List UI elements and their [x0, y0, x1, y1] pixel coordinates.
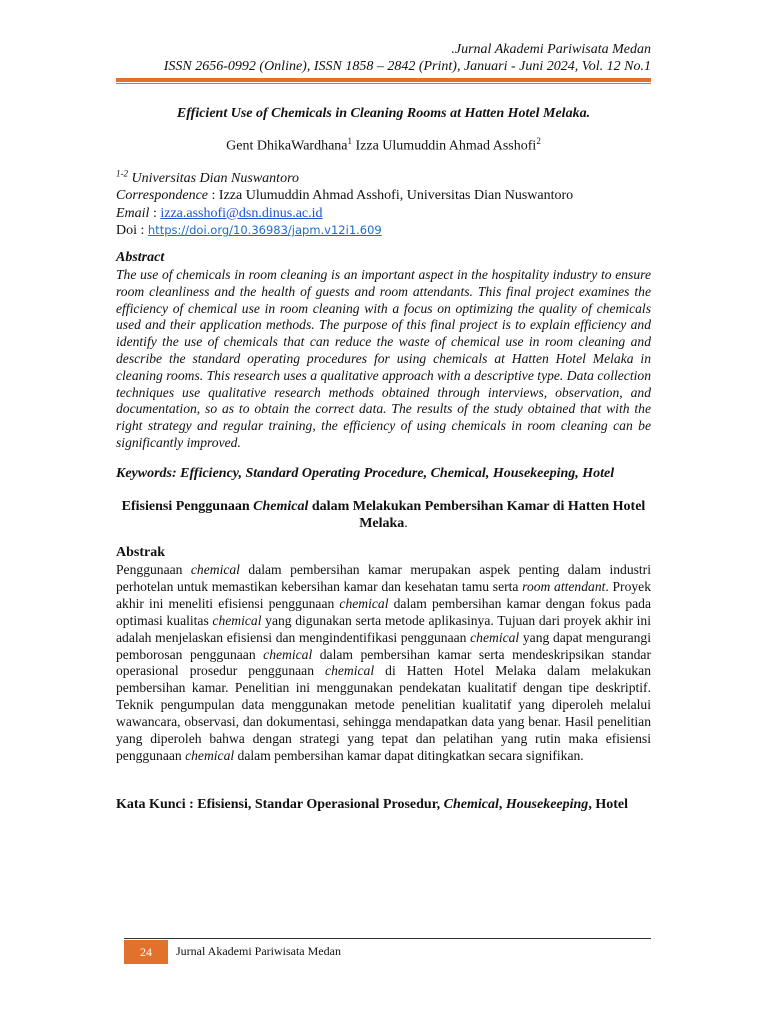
author-line: [116, 136, 651, 155]
article-meta: [116, 165, 651, 240]
header-rule-thin: [116, 83, 651, 84]
abstrak-italic: chemical: [212, 612, 262, 628]
abstrak-run: . Proyek akhir ini meneliti efisiensi penggunaan: [116, 578, 652, 611]
abstrak-heading: Abstrak: [116, 545, 166, 560]
abstrak-run: dalam pembersihan kamar merupakan aspek penting dalam industri perhotelan untuk memastikan kebersihan kamar dan kesehatan tamu serta: [116, 562, 651, 594]
abstrak-run: dalam pembersihan kamar dengan fokus pada optimasi kualitas: [116, 595, 651, 628]
abstrak-italic: room attendant: [522, 578, 606, 594]
doi-label: Doi: [116, 223, 137, 239]
abstract-heading: Abstract: [116, 250, 165, 265]
footer-rule: [124, 938, 651, 939]
abstrak-text: [116, 562, 651, 765]
affiliation-line: [116, 165, 651, 187]
footer-journal-name: Jurnal Akademi Pariwisata Medan: [176, 944, 341, 958]
doi-line: Doi : https://doi.org/10.36983/japm.v12i1.609: [116, 223, 382, 239]
abstrak-italic: chemical: [470, 629, 520, 645]
affiliation-sup: 1-2: [116, 168, 128, 178]
doi-link[interactable]: https://doi.org/10.36983/japm.v12i1.609: [147, 223, 382, 238]
abstrak-run: di Hatten Hotel Melaka dalam melakukan pembersihan kamar. Penelitian ini menggunakan pendekatan kualitatif dengan tipe deskriptif. Teknik pengumpulan data menggunakan metode penelitian kualitatif yang diperoleh melalui wawancara, observasi, dan dokumentasi, sehingga mendapatkan data yang benar. Hasil penelitian yang diperoleh bahwa dengan strategi yang tepat dan pelatihan yang rutin maka efisiensi penggunaan: [116, 663, 651, 763]
abstract-text: The use of chemicals in room cleaning is an important aspect in the hospitality industry to ensure room cleanliness and the health of guests and room attendants. This final project examines the efficiency of chemical use in room cleaning with a focus on optimizing the quality of chemicals used and their application methods. The purpose of this final project is to explain efficiency and identify the use of chemicals that can reduce the waste of chemical use in room cleaning and describe the standard operating procedures for using chemicals at Hatten Hotel Melaka in cleaning rooms. This research uses a qualitative approach with a descriptive type. Data collection techniques use qualitative research methods obtained through interviews, observation, and documentation, so as to obtain the correct data. The results of the study obtained that with the right strategy and regular training, the efficiency of using chemicals in room cleaning can be significantly improved.: [116, 267, 651, 450]
title-id-period: .: [404, 516, 408, 531]
abstrak-italic: chemical: [325, 663, 375, 679]
abstrak-run: yang digunakan serta metode aplikasinya. Tujuan dari proyek akhir ini adalah menjelaskan efisiensi dan mengindentifikasi penggunaan: [116, 612, 651, 645]
abstrak-italic: chemical: [339, 595, 389, 611]
header-rule: [116, 78, 651, 82]
affiliation: Universitas Dian Nuswantoro: [131, 170, 299, 186]
abstrak-run: dalam pembersihan kamar serta mendeskripsikan standar operasional prosedur penggunaan: [116, 646, 651, 679]
correspondence-value: Izza Ulumuddin Ahmad Asshofi, Universitas Dian Nuswantoro: [218, 188, 574, 204]
abstrak-italic: chemical: [263, 646, 313, 662]
correspondence-label: Correspondence: [116, 188, 209, 204]
header-journal-name: .Jurnal Akademi Pariwisata Medan: [451, 42, 651, 57]
email-label: Email: [116, 205, 150, 221]
author-1-sup: 1: [347, 136, 352, 146]
kata-run: , Hotel: [588, 797, 628, 812]
kata-run: Kata Kunci : Efisiensi, Standar Operasional Prosedur,: [116, 797, 444, 812]
title-id-part: Efisiensi Penggunaan: [121, 499, 254, 514]
article-title-indonesian: [116, 498, 651, 532]
abstrak-italic: chemical: [185, 747, 235, 763]
kata-italic: Housekeeping: [505, 797, 589, 812]
article-title-english: Efficient Use of Chemicals in Cleaning Rooms at Hatten Hotel Melaka.: [176, 106, 591, 121]
email-line: Email : izza.asshofi@dsn.dinus.ac.id: [116, 205, 323, 221]
footer-page-number: 24: [124, 940, 168, 964]
author-2-sup: 2: [536, 136, 541, 146]
abstrak-run: dalam pembersihan kamar dapat ditingkatkan secara signifikan.: [234, 747, 584, 763]
correspondence-line: Correspondence : Izza Ulumuddin Ahmad Asshofi, Universitas Dian Nuswantoro: [116, 188, 574, 204]
abstrak-run: yang dapat mengurangi pemborosan penggunaan: [116, 629, 651, 662]
author-1: Gent DhikaWardhana: [226, 138, 348, 154]
email-link[interactable]: izza.asshofi@dsn.dinus.ac.id: [160, 205, 323, 221]
kata-run: ,: [498, 797, 506, 812]
kata-kunci-line: [116, 797, 651, 813]
abstrak-run: Penggunaan: [116, 562, 191, 577]
keywords-line: Keywords: Efficiency, Standard Operating Procedure, Chemical, Housekeeping, Hotel: [116, 466, 615, 481]
abstrak-italic: chemical: [190, 562, 240, 577]
title-id-part: dalam Melakukan Pembersihan Kamar di Hatten Hotel Melaka: [308, 499, 646, 531]
author-2: Izza Ulumuddin Ahmad Asshofi: [355, 138, 537, 154]
title-id-italic: Chemical: [253, 499, 309, 514]
header-issn: ISSN 2656-0992 (Online), ISSN 1858 – 2842 (Print), Januari - Juni 2024, Vol. 12 No.1: [163, 59, 651, 74]
kata-italic: Chemical: [443, 797, 499, 812]
